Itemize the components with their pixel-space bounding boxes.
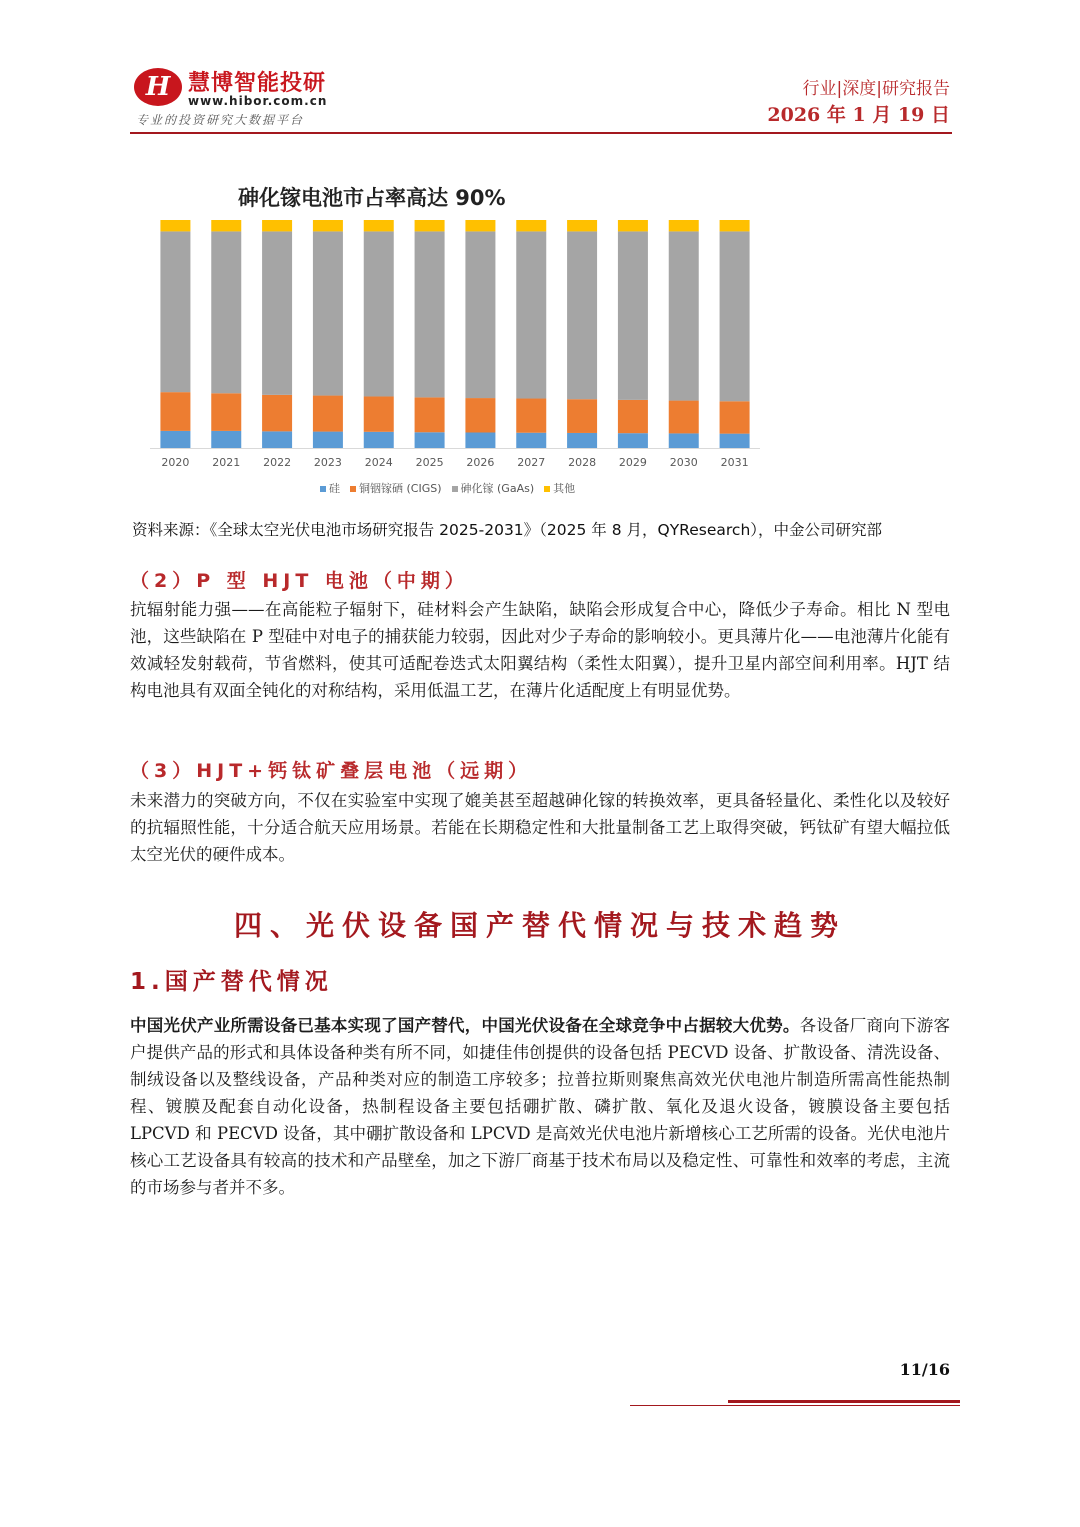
legend-swatch — [350, 486, 356, 492]
bar-segment-2022-1 — [262, 395, 292, 431]
header-meta — [767, 78, 950, 130]
x-tick-label: 2026 — [466, 456, 495, 469]
paragraph-hjt-perovskite: 未来潜力的突破方向，不仅在实验室中实现了媲美甚至超越砷化镓的转换效率，更具备轻量化、柔性化以及较好的抗辐照性能，十分适合航天应用场景。若能在长期稳定性和大批量制备工艺上取得突破，钙钛矿有望大幅拉低太空光伏的硬件成本。 — [130, 791, 950, 864]
legend-item — [544, 482, 575, 495]
chart-legend — [320, 480, 585, 496]
bar-segment-2021-1 — [211, 393, 241, 431]
report-date: 2026 年 1 月 19 日 — [767, 104, 950, 126]
legend-item — [350, 482, 442, 495]
bar-segment-2026-2 — [465, 231, 495, 398]
legend-item — [320, 482, 340, 495]
bar-segment-2023-0 — [313, 432, 343, 448]
bar-segment-2025-2 — [415, 231, 445, 397]
bar-segment-2026-3 — [465, 220, 495, 231]
bar-segment-2024-3 — [364, 220, 394, 231]
subsection-title: 1.国产替代情况 — [130, 969, 333, 995]
chart-title: 砷化镓电池市占率高达 90% — [238, 186, 506, 210]
bar-segment-2028-3 — [567, 220, 597, 231]
bar-segment-2025-1 — [415, 397, 445, 432]
market-share-chart — [130, 170, 780, 510]
bar-segment-2023-2 — [313, 231, 343, 395]
legend-swatch — [544, 486, 550, 492]
bar-segment-2029-3 — [618, 220, 648, 231]
hibor-logo — [132, 66, 342, 130]
x-tick-label: 2027 — [517, 456, 546, 469]
bar-segment-2031-2 — [720, 231, 750, 401]
x-tick-label: 2024 — [364, 456, 393, 469]
page-number: 11/16 — [899, 1360, 950, 1379]
x-tick-label: 2028 — [568, 456, 597, 469]
logo-title: 慧博智能投研 — [188, 71, 327, 96]
x-tick-label: 2022 — [263, 456, 292, 469]
legend-item — [452, 482, 535, 495]
bar-segment-2021-0 — [211, 431, 241, 448]
bar-segment-2027-2 — [516, 231, 546, 398]
paragraph-domestic-substitution — [130, 1012, 950, 1201]
report-type: 行业|深度|研究报告 — [802, 79, 950, 99]
x-tick-label: 2030 — [669, 456, 698, 469]
legend-label: 铜铟镓硒 (CIGS) — [359, 482, 442, 495]
x-tick-label: 2020 — [161, 456, 190, 469]
section-title: 四、光伏设备国产替代情况与技术趋势 — [233, 909, 846, 942]
x-tick-label: 2031 — [720, 456, 749, 469]
legend-label: 砷化镓 (GaAs) — [460, 482, 535, 495]
heading-hjt-perovskite: （3）HJT+钙钛矿叠层电池（远期） — [130, 760, 533, 782]
footer-rule-thin — [630, 1405, 960, 1406]
legend-label: 硅 — [329, 482, 340, 495]
bar-segment-2020-2 — [160, 231, 190, 392]
bar-segment-2026-0 — [465, 432, 495, 448]
x-tick-label: 2025 — [415, 456, 444, 469]
bar-segment-2023-3 — [313, 220, 343, 231]
bar-segment-2024-0 — [364, 432, 394, 448]
bar-segment-2020-3 — [160, 220, 190, 231]
bar-segment-2026-1 — [465, 398, 495, 432]
header-divider — [130, 132, 952, 134]
chart-plot — [130, 170, 780, 480]
bar-segment-2022-0 — [262, 431, 292, 448]
bar-segment-2029-0 — [618, 433, 648, 448]
bar-segment-2022-2 — [262, 231, 292, 394]
bar-segment-2030-3 — [669, 220, 699, 231]
bar-segment-2029-2 — [618, 231, 648, 399]
bar-segment-2031-0 — [720, 434, 750, 448]
paragraph-body: 各设备厂商向下游客户提供产品的形式和具体设备种类有所不同，如捷佳伟创提供的设备包括 PECVD 设备、扩散设备、清洗设备、制绒设备以及整线设备，产品种类对应的制造工序较多；拉普拉斯则聚焦高效光伏电池片制造所需高性能热制程、镀膜及配套自动化设备，热制程设备主要包括硼扩散、磷扩散、氧化及退火设备，镀膜设备主要包括 LPCVD 和 PECVD 设备，其中硼扩散设备和 LPCVD 是高效光伏电池片新增核心工艺所需的设备。光伏电池片核心工艺设备具有较高的技术和产品壁垒，加之下游厂商基于技术布局以及稳定性、可靠性和效率的考虑，主流的市场参与者并不多。 — [130, 1016, 951, 1197]
bar-segment-2020-1 — [160, 392, 190, 431]
bar-segment-2030-2 — [669, 231, 699, 400]
paragraph-lead: 中国光伏产业所需设备已基本实现了国产替代，中国光伏设备在全球竞争中占据较大优势。 — [130, 1016, 800, 1035]
chart-source: 资料来源：《全球太空光伏电池市场研究报告 2025-2031》（2025 年 8 月，QYResearch），中金公司研究部 — [132, 521, 883, 539]
legend-swatch — [452, 486, 458, 492]
footer-rule-thick — [728, 1400, 960, 1403]
bar-segment-2028-0 — [567, 433, 597, 448]
logo-slogan: 专业的投资研究大数据平台 — [136, 113, 305, 127]
bar-segment-2027-1 — [516, 399, 546, 433]
legend-label: 其他 — [553, 482, 576, 495]
logo-url: www.hibor.com.cn — [188, 94, 328, 108]
bar-segment-2031-3 — [720, 220, 750, 231]
bar-segment-2031-1 — [720, 401, 750, 433]
legend-swatch — [320, 486, 326, 492]
bar-segment-2025-0 — [415, 432, 445, 448]
bar-segment-2021-3 — [211, 220, 241, 231]
x-tick-label: 2021 — [212, 456, 241, 469]
bar-segment-2027-0 — [516, 433, 546, 448]
paragraph-p-type-hjt: 抗辐射能力强——在高能粒子辐射下，硅材料会产生缺陷，缺陷会形成复合中心，降低少子寿命。相比 N 型电池，这些缺陷在 P 型硅中对电子的捕获能力较弱，因此对少子寿命的影响较小。更具薄片化——电池薄片化能有效减轻发射载荷，节省燃料，使其可适配卷迭式太阳翼结构（柔性太阳翼），提升卫星内部空间利用率。HJT 结构电池具有双面全钝化的对称结构，采用低温工艺，在薄片化适配度上有明显优势。 — [130, 600, 950, 700]
bar-segment-2028-1 — [567, 399, 597, 433]
bar-segment-2024-2 — [364, 231, 394, 396]
bar-segment-2028-2 — [567, 231, 597, 399]
bar-segment-2029-1 — [618, 400, 648, 433]
bar-segment-2022-3 — [262, 220, 292, 231]
bar-segment-2030-1 — [669, 401, 699, 434]
x-tick-label: 2029 — [618, 456, 647, 469]
bar-segment-2027-3 — [516, 220, 546, 231]
bar-segment-2025-3 — [415, 220, 445, 231]
bar-segment-2023-1 — [313, 396, 343, 432]
bar-segment-2021-2 — [211, 231, 241, 393]
bar-segment-2020-0 — [160, 431, 190, 448]
bar-segment-2030-0 — [669, 433, 699, 448]
bar-segment-2024-1 — [364, 396, 394, 431]
logo-mark: H — [134, 68, 182, 106]
x-tick-label: 2023 — [313, 456, 342, 469]
heading-p-type-hjt: （2）P 型 HJT 电池（中期） — [130, 570, 469, 592]
